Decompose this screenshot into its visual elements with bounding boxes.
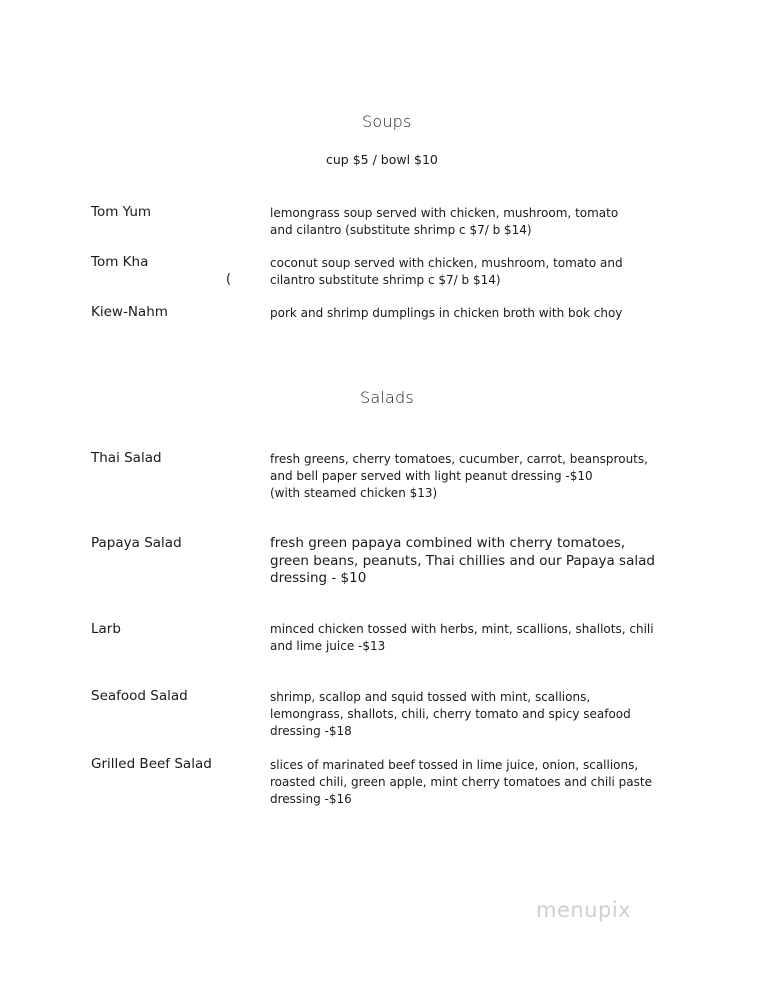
menu-item-description: coconut soup served with chicken, mushroom, tomato and cilantro substitute shrimp c $7/ b $14) xyxy=(270,256,623,287)
watermark-logo: menupix xyxy=(536,898,632,922)
menu-item-description: pork and shrimp dumplings in chicken broth with bok choy xyxy=(270,306,623,320)
menu-item-name: Grilled Beef Salad xyxy=(91,756,212,772)
menu-item-name: Tom Yum xyxy=(91,204,152,220)
menu-item-description: shrimp, scallop and squid tossed with mint, scallions, lemongrass, shallots, chili, cherry tomato and spicy seafood dressing -$18 xyxy=(270,690,631,738)
menu-item-description: slices of marinated beef tossed in lime juice, onion, scallions, roasted chili, green apple, mint cherry tomatoes and chili paste dressing -$16 xyxy=(270,758,652,806)
menu-item-name: Papaya Salad xyxy=(91,535,182,551)
menu-item-name: Seafood Salad xyxy=(91,688,188,704)
menu-item-name: Tom Kha xyxy=(91,254,149,270)
menu-item-name: Kiew-Nahm xyxy=(91,304,168,320)
menu-item-description: fresh green papaya combined with cherry tomatoes, green beans, peanuts, Thai chillies and our Papaya salad dressing - $10 xyxy=(270,535,655,586)
soups-price-note: cup $5 / bowl $10 xyxy=(326,152,438,167)
menu-item-description: fresh greens, cherry tomatoes, cucumber, carrot, beansprouts, and bell paper served with light peanut dressing -$10 xyxy=(270,452,648,483)
menu-item-description: minced chicken tossed with herbs, mint, scallions, shallots, chili and lime juice -$13 xyxy=(270,622,654,653)
menu-item-name: Larb xyxy=(91,621,121,637)
menu-item-extra: (with steamed chicken $13) xyxy=(270,486,438,500)
stray-parenthesis: ( xyxy=(226,272,232,287)
soups-heading: Soups xyxy=(362,112,412,131)
menu-item-name: Thai Salad xyxy=(91,450,162,466)
menu-item-description: lemongrass soup served with chicken, mushroom, tomato and cilantro (substitute shrimp c $7/ b $14) xyxy=(270,206,619,237)
salads-heading: Salads xyxy=(360,388,414,407)
